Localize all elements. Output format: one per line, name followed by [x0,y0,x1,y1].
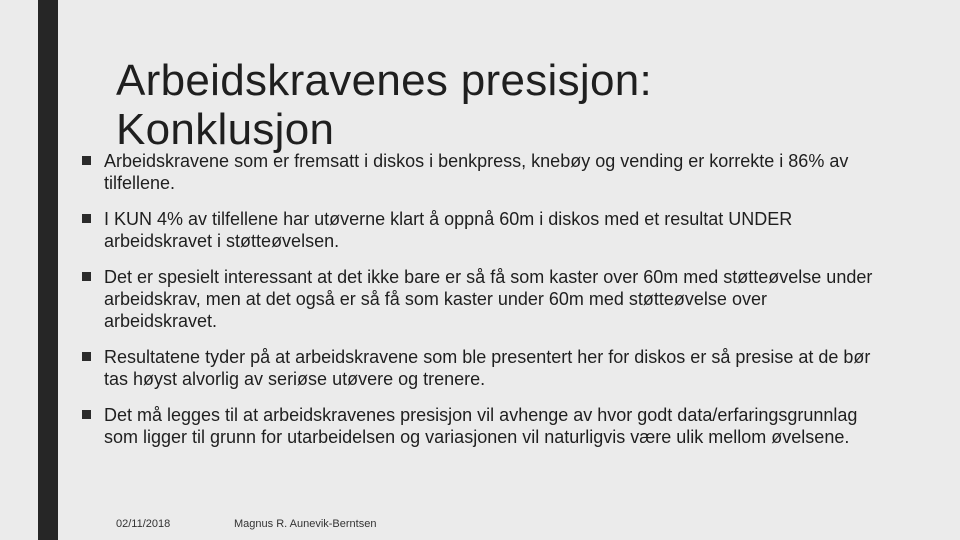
bullet-item [82,346,882,390]
bullet-item [82,208,882,252]
square-bullet-icon [82,156,91,165]
slide-title-line-2: Konklusjon [116,105,335,154]
bullet-text: Det er spesielt interessant at det ikke bare er så få som kaster over 60m med støtteøvelse under arbeidskrav, men at det også er så få som kaster under 60m med støtteøvelse over arbeidskravet. [104,267,873,331]
footer-author: Magnus R. Aunevik-Berntsen [234,518,377,530]
bullet-text: Resultatene tyder på at arbeidskravene som ble presentert her for diskos er så presise at de bør tas høyst alvorlig av seriøse utøvere og trenere. [104,347,871,389]
slide-title-line-1: Arbeidskravenes presisjon: [116,56,653,105]
bullet-list [82,150,882,462]
bullet-item [82,150,882,194]
square-bullet-icon [82,410,91,419]
slide-title [116,56,876,154]
bullet-text: Arbeidskravene som er fremsatt i diskos i benkpress, knebøy og vending er korrekte i 86% av tilfellene. [104,151,849,193]
left-accent-bar [38,0,58,540]
square-bullet-icon [82,214,91,223]
square-bullet-icon [82,272,91,281]
square-bullet-icon [82,352,91,361]
bullet-item [82,404,882,448]
bullet-text: Det må legges til at arbeidskravenes presisjon vil avhenge av hvor godt data/erfaringsgrunnlag som ligger til grunn for utarbeidelsen og variasjonen vil naturligvis være ulik mellom øvelsene. [104,405,858,447]
bullet-item [82,266,882,332]
bullet-text: I KUN 4% av tilfellene har utøverne klart å oppnå 60m i diskos med et resultat UNDER arbeidskravet i støtteøvelsen. [104,209,793,251]
footer-date: 02/11/2018 [116,518,171,530]
